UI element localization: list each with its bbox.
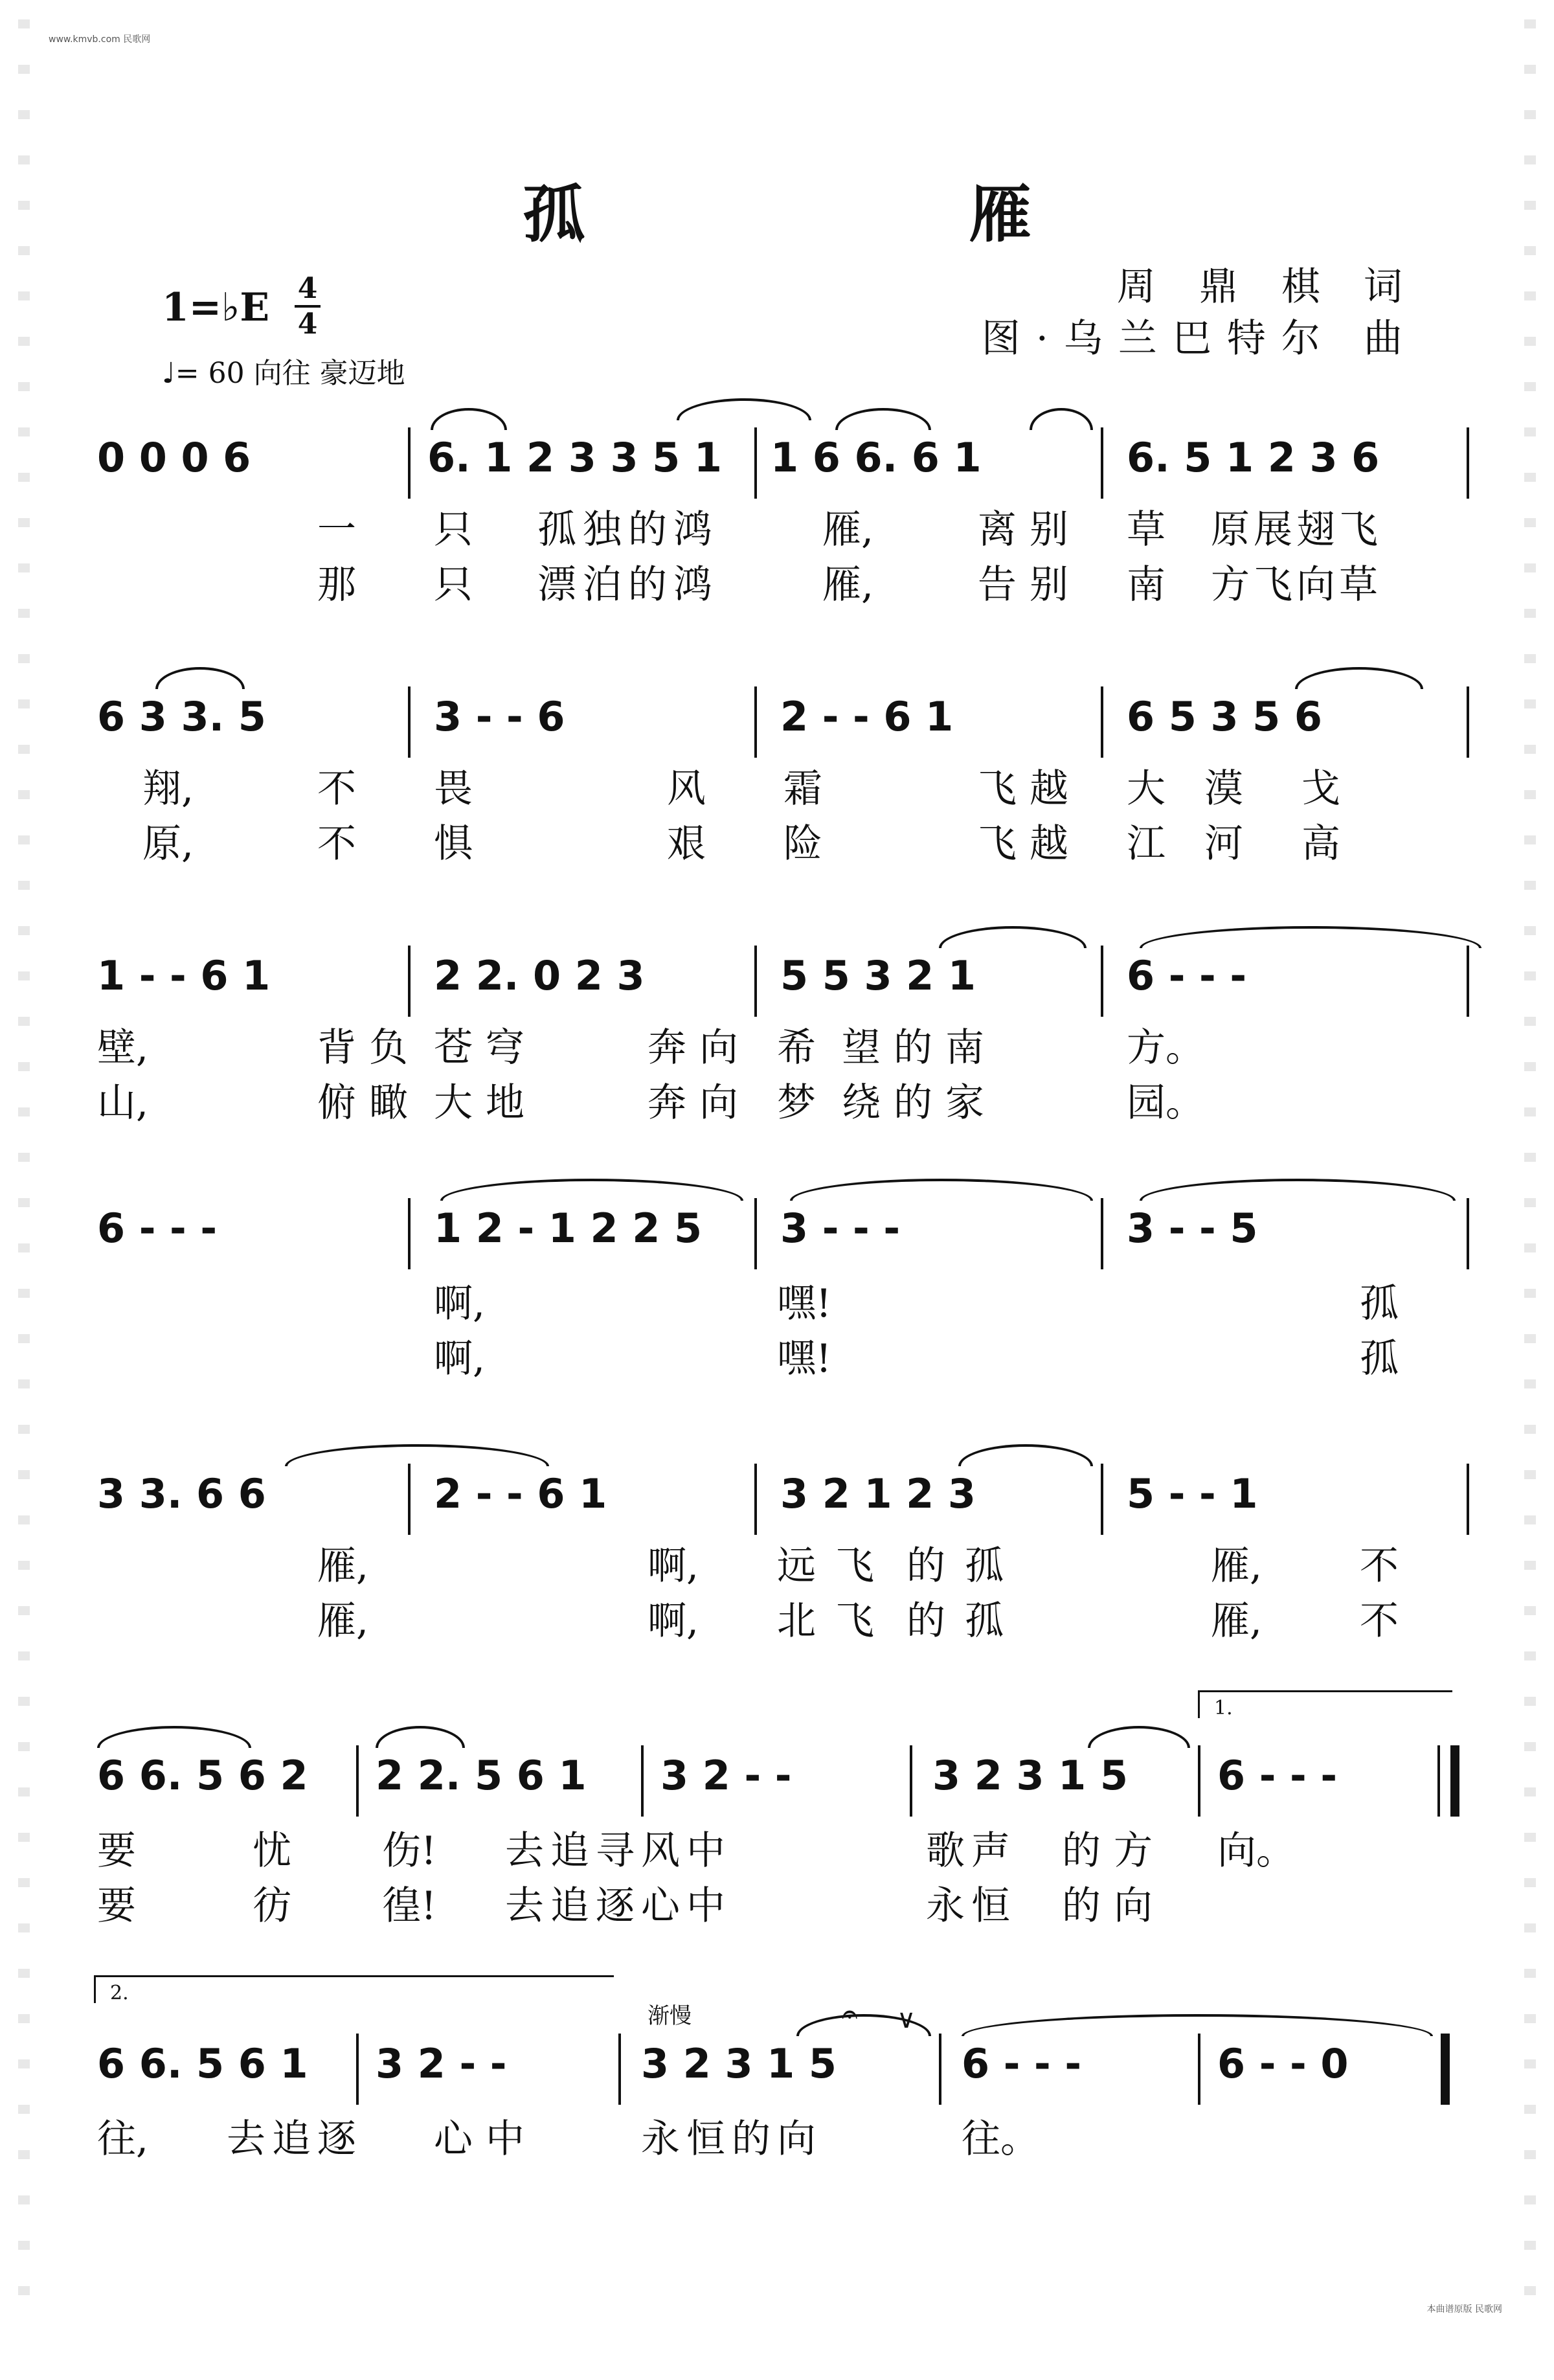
volta-2-bracket [94,1975,614,2003]
lyric: 啊, [648,1598,699,1644]
lyric: 梦绕 [777,1080,906,1126]
measure: 5 - - 1 [1127,1470,1258,1517]
measure: 3 2 - - [376,2040,507,2087]
measure: 3 3. 6 6 [97,1470,266,1517]
barline [1101,1198,1103,1269]
lyrics-line-7-verse-1 [91,2108,1470,2380]
barline [754,686,757,758]
barline [1467,427,1469,499]
barline [1101,686,1103,758]
lyric: 不 [317,821,356,867]
lyric: 草 [1127,507,1166,552]
score-line-2 [91,693,1470,764]
volta-2-label: 2. [110,1982,129,2004]
measure: 6 6. 5 6 2 [97,1752,308,1799]
measure: 5 5 3 2 1 [780,952,976,999]
lyric: 霜 [783,766,822,811]
lyric: 飞越 [978,821,1081,867]
barline [618,2034,621,2105]
lyric: 南 [1127,562,1166,607]
lyric: 只 [434,562,473,607]
lyric: 啊, [434,1281,486,1326]
top-watermark: www.kmvb.com 民歌网 [49,34,151,45]
measure: 6 - - - [97,1205,218,1252]
score-line-6 [91,1752,1470,1823]
measure: 2 2. 0 2 3 [434,952,645,999]
lyric: 孤 [1360,1281,1399,1326]
lyric: 飞越 [978,766,1081,811]
lyric: 离别 [978,507,1081,552]
volta-1-label: 1. [1214,1697,1233,1719]
measure: 1 2 - 1 2 2 5 [434,1205,703,1252]
measure: 2 - - 6 1 [434,1470,607,1517]
lyric: 往, [97,2116,149,2162]
barline [1198,1745,1200,1817]
time-signature-bottom: 4 [295,305,321,341]
ritardando-marking: 渐慢 [648,2003,692,2029]
barline [408,1198,411,1269]
barline [1467,946,1469,1017]
time-signature-top: 4 [297,272,318,305]
lyric: 背负 [317,1025,421,1071]
lyric: 雁, [1211,1598,1263,1644]
lyric: 啊, [648,1543,699,1589]
measure: 6 5 3 5 6 [1127,693,1323,740]
lyric: 去追寻风中 [505,1828,732,1874]
barline [1437,1745,1440,1817]
barline [754,946,757,1017]
lyric: 的孤 [906,1543,1023,1589]
lyric: 的方 [1062,1828,1166,1874]
lyric: 啊, [434,1336,486,1381]
right-margin-watermark [1524,19,1536,2299]
slur [677,398,811,420]
lyric: 歌声 [926,1828,1017,1874]
barline [408,686,411,758]
slur [1030,408,1093,430]
score-line-1 [91,434,1470,505]
measure: 6 - - - [1217,1752,1338,1799]
lyric: 的家 [894,1080,997,1126]
lyricist-credit: 周 鼎 棋 词 [1116,264,1418,310]
lyric: 大漠 [1127,766,1282,811]
lyric: 去追逐心中 [505,1883,732,1929]
lyric: 去追逐 [227,2116,363,2162]
lyric: 一 [317,507,356,552]
lyric: 江河 [1127,821,1282,867]
breath-mark-icon: ∨ [897,2004,916,2034]
measure: 6 6. 5 6 1 [97,2040,308,2087]
lyric: 要 [97,1828,136,1874]
lyric: 壁, [97,1025,149,1071]
bottom-watermark: 本曲谱原版 民歌网 [1426,2304,1502,2315]
lyric: 雁, [317,1598,369,1644]
lyric: 伤! [382,1828,437,1874]
final-barline [1441,2034,1450,2105]
lyric: 心中 [434,2116,537,2162]
barline [408,1464,411,1535]
repeat-barline [1450,1745,1459,1817]
score-line-4 [91,1205,1470,1276]
tempo-marking: ♩= 60 向往 豪迈地 [162,357,405,390]
lyric: 徨! [382,1883,437,1929]
barline [1198,2034,1200,2105]
measure: 1 6 6. 6 1 [771,434,982,481]
lyric: 永恒 [926,1883,1017,1929]
time-signature [295,272,321,341]
barline [356,1745,359,1817]
lyric: 雁, [822,562,874,607]
lyric: 高 [1301,821,1340,867]
lyric: 苍穹 [434,1025,537,1071]
lyric: 原, [142,821,194,867]
song-title: 孤 雁 [523,177,1213,251]
lyric: 漂泊的鸿 [537,562,719,607]
slur [835,408,931,430]
score-line-3 [91,952,1470,1023]
lyric: 大地 [434,1080,537,1126]
lyric: 彷 [253,1883,291,1929]
measure: 3 2 3 1 5 [641,2040,837,2087]
measure: 6. 1 2 3 3 5 1 [427,434,723,481]
barline [754,1464,757,1535]
barline [910,1745,912,1817]
barline [641,1745,644,1817]
slur [431,408,507,430]
barline [356,2034,359,2105]
lyric: 远飞 [777,1543,894,1589]
lyric: 奔向 [648,1025,751,1071]
measure: 3 2 - - [660,1752,792,1799]
lyric: 永恒的向 [641,2116,822,2162]
measure: 3 - - 6 [434,693,565,740]
barline [754,427,757,499]
volta-1-bracket [1198,1690,1452,1718]
lyric: 那 [317,562,356,607]
lyric: 雁, [1211,1543,1263,1589]
lyric: 孤独的鸿 [537,507,719,552]
left-margin-watermark [18,19,30,2299]
barline [1467,1198,1469,1269]
score-line-7 [91,2040,1470,2111]
lyric: 只 [434,507,473,552]
lyric: 希望 [777,1025,906,1071]
lyric: 北飞 [777,1598,894,1644]
key-signature: 1=♭E [162,285,270,330]
measure: 6. 5 1 2 3 6 [1127,434,1380,481]
lyric: 嘿! [777,1281,832,1326]
score-line-5 [91,1470,1470,1541]
measure: 1 - - 6 1 [97,952,271,999]
lyric: 翔, [142,766,194,811]
lyric: 艰 [667,821,706,867]
lyric: 俯瞰 [317,1080,421,1126]
lyric: 雁, [822,507,874,552]
lyric: 告别 [978,562,1081,607]
measure: 6 3 3. 5 [97,693,266,740]
lyric: 险 [783,821,822,867]
measure: 6 - - - [1127,952,1247,999]
lyric: 不 [317,766,356,811]
measure: 3 - - 5 [1127,1205,1258,1252]
lyric: 嘿! [777,1336,832,1381]
measure: 3 - - - [780,1205,901,1252]
lyric: 方飞向草 [1211,562,1382,607]
lyric: 的南 [894,1025,997,1071]
composer-credit: 图·乌兰巴特尔 曲 [981,316,1418,361]
barline [1101,427,1103,499]
barline [939,2034,941,2105]
barline [408,427,411,499]
barline [1467,1464,1469,1535]
lyric: 戈 [1301,766,1340,811]
lyric: 孤 [1360,1336,1399,1381]
lyric: 不 [1360,1598,1399,1644]
measure: 6 - - 0 [1217,2040,1349,2087]
fermata-icon: 𝄐 [842,1998,858,2031]
lyric: 不 [1360,1543,1399,1589]
lyric: 奔向 [648,1080,751,1126]
measure: 2 - - 6 1 [780,693,954,740]
barline [408,946,411,1017]
lyric: 向。 [1217,1828,1295,1874]
lyric: 的向 [1062,1883,1166,1929]
lyric: 风 [667,766,706,811]
measure: 0 0 0 6 [97,434,251,481]
lyric: 园。 [1127,1080,1204,1126]
lyric: 要 [97,1883,136,1929]
lyric: 畏 [434,766,473,811]
barline [1467,686,1469,758]
measure: 3 2 1 2 3 [780,1470,976,1517]
lyric: 忧 [253,1828,291,1874]
measure: 3 2 3 1 5 [932,1752,1129,1799]
lyric: 雁, [317,1543,369,1589]
barline [1101,1464,1103,1535]
measure: 2 2. 5 6 1 [376,1752,587,1799]
lyric: 的孤 [906,1598,1023,1644]
lyric: 惧 [434,821,473,867]
lyric: 方。 [1127,1025,1204,1071]
lyric: 原展翅飞 [1211,507,1382,552]
barline [754,1198,757,1269]
barline [1101,946,1103,1017]
lyric: 山, [97,1080,149,1126]
lyric: 往。 [962,2116,1039,2162]
measure: 6 - - - [962,2040,1082,2087]
